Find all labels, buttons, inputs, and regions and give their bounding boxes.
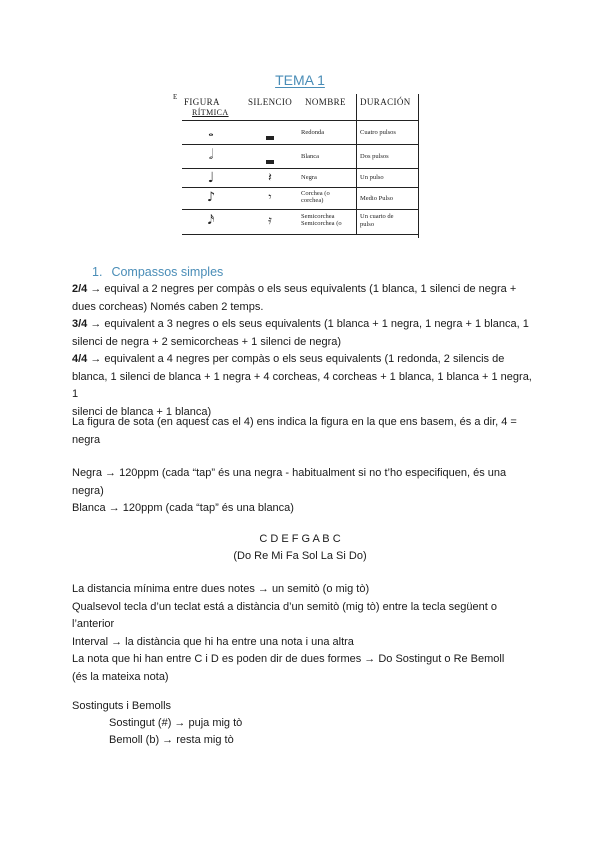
table-divider [418,94,419,238]
half-rest-icon [250,151,290,170]
row-duration-line2: pulso [360,221,375,228]
text-line: → equival a 2 negres per compàs o els seus equivalents (1 blanca, 1 silenci de negra + [87,283,517,295]
eighth-note-icon: ♪ [206,190,216,205]
row-name: Negra [301,174,317,181]
table-rule [182,144,418,145]
notes-names-line: (Do Re Mi Fa Sol La Si Do) [233,550,367,562]
table-divider [356,94,357,234]
text-line: → equivalent a 3 negres o els seus equivalents (1 blanca + 1 negra, 1 negra + 1 blanca, 1 [87,318,529,330]
section-heading-text: Compassos simples [111,265,224,279]
table-rule [182,120,418,121]
half-note-icon: 𝅗𝅥 [208,147,214,163]
sixteenth-note-icon: 𝅘𝅥𝅯 [207,213,215,228]
table-rule [182,209,418,210]
text-line: negra) [72,484,104,497]
text-line: La nota que hi han entre C i D es poden dir de dues formes → Do Sostingut o Re Bemoll [72,653,505,665]
sixteenth-rest-icon: 𝄿 [268,213,272,227]
bemoll-line: Bemoll (b) → resta mig tò [109,734,234,746]
quarter-note-icon: ♩ [207,170,215,186]
text-line: Negra → 120ppm (cada “tap” és una negra - habitualment si no t’ho especifiquen, és una [72,467,507,479]
section-heading [92,265,223,279]
whole-rest-icon [250,127,290,146]
header-silencio: SILENCIO [248,97,293,107]
time-signature-3-4: 3/4 [72,318,88,330]
row-name: Corchea (o [301,190,330,197]
text-line: La figura de sota (en aquest cas el 4) ens indica la figura en la que ens basem, és a dir, 4 = [72,416,517,428]
row-duration: Medio Pulso [360,195,394,202]
header-nombre: NOMBRE [305,97,346,107]
paragraph-2-4 [72,281,532,421]
paragraph-semitone [72,581,532,686]
section-number: 1. [92,265,103,279]
row-name: Semicorchea [301,213,335,220]
header-ritmica: RÍTMICA [192,108,229,117]
text-line: Blanca → 120ppm (cada “tap” és una blanca) [72,502,294,514]
text-line: dues corcheas) Només caben 2 temps. [72,300,264,313]
table-corner-mark: E [173,93,178,101]
text-line: Qualsevol tecla d’un teclat está a distància d’un semitò (mig tò) entre la tecla següent o [72,600,497,613]
row-duration: Cuatro pulsos [360,129,396,136]
table-rule [182,187,418,188]
row-duration: Un pulso [360,174,384,181]
row-name: Redonda [301,129,325,136]
text-line: Interval → la distància que hi ha entre una nota i una altra [72,635,354,648]
paragraph-figura [72,414,532,449]
text-line: blanca, 1 silenci de blanca + 1 negra + 4 corcheas, 4 corcheas + 1 blanca, 1 blanca + 1 negra, 1 [72,370,532,400]
row-duration: Dos pulsos [360,153,389,160]
time-signature-4-4: 4/4 [72,353,88,365]
header-duracion: DURACIÓN [360,97,411,107]
rhythm-table [172,92,420,238]
text-line: silenci de negra + 2 semicorcheas + 1 silenci de negra) [72,335,342,348]
text-line: silenci de blanca + 1 blanca) [72,405,212,418]
table-rule [182,234,418,235]
quarter-rest-icon: 𝄽 [268,170,272,184]
sostingut-line: Sostingut (#) → puja mig tò [109,717,243,729]
table-rule [182,168,418,169]
time-signature-2-4: 2/4 [72,283,88,295]
paragraph-tempo [72,465,532,518]
text-line: l’anterior [72,618,115,630]
text-line: (és la mateixa nota) [72,670,169,683]
row-name: Blanca [301,153,320,160]
sostinguts-title: Sostinguts i Bemolls [72,700,172,712]
row-duration: Un cuarto de [360,213,394,220]
header-figura: FIGURA [184,97,220,107]
eighth-rest-icon: 𝄾 [268,190,272,204]
text-line: → equivalent a 4 negres per compàs o els seus equivalents (1 redonda, 2 silencis de [87,353,505,365]
page-title: TEMA 1 [275,72,325,88]
row-name-line2: Semicorchea (o [301,220,342,227]
text-line: La distancia mínima entre dues notes → un semitò (o mig tò) [72,583,370,595]
whole-note-icon: 𝅝 [208,125,214,140]
notes-line: C D E F G A B C [259,533,341,545]
text-line: negra [72,433,101,446]
row-name-line2: corchea) [301,197,324,204]
